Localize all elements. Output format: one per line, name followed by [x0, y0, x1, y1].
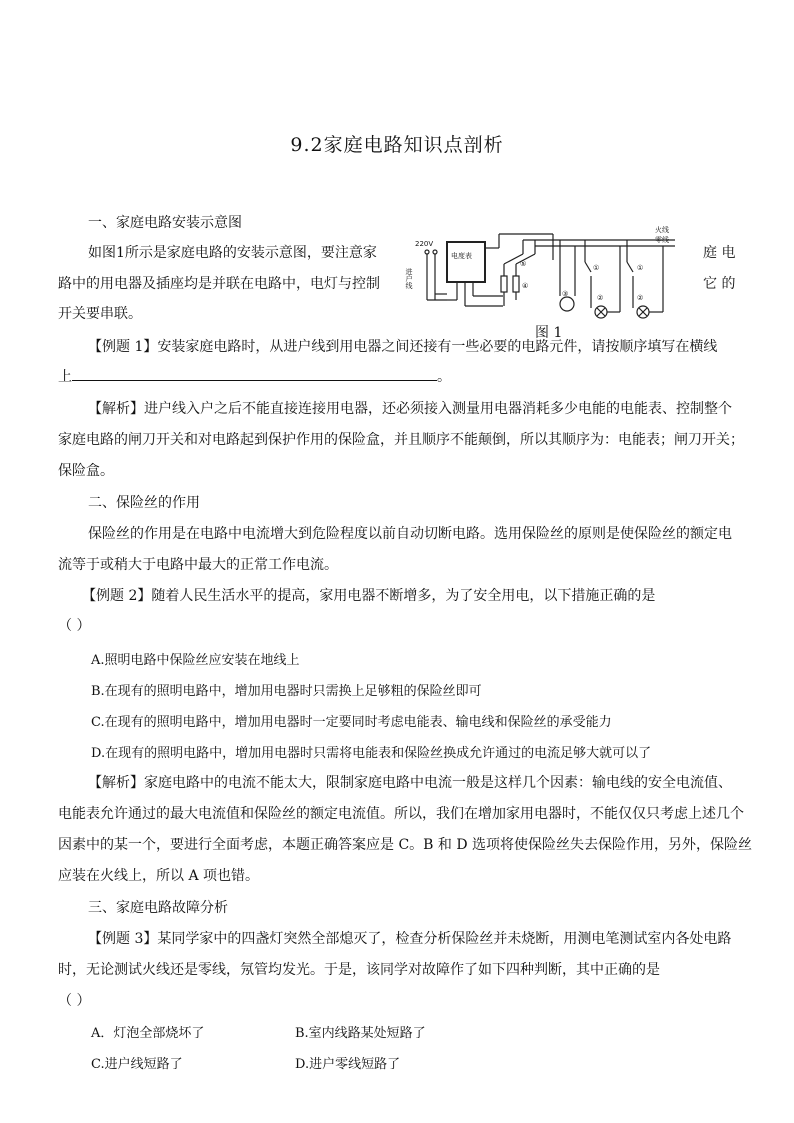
label-220v: 220V: [415, 240, 434, 248]
figure-caption: 图 1: [535, 325, 563, 341]
section-heading-2: 二、保险丝的作用: [88, 495, 200, 511]
blank-prefix: 上: [58, 369, 72, 385]
option-b: B.室内线路某处短路了: [295, 1026, 426, 1041]
example-3-bracket: （ ）: [58, 993, 91, 1009]
option-d: D.进户零线短路了: [295, 1057, 401, 1072]
paragraph-line: 开关要串联。: [58, 306, 142, 322]
option-b: B.在现有的照明电路中，增加用电器时只需换上足够粗的保险丝即可: [91, 684, 482, 699]
label-5: ⑤: [520, 260, 527, 268]
example-1: 【例题 1】安装家庭电路时，从进户线到用电器之间还接有一些必要的电路元件，请按顺序填写在横线: [88, 339, 718, 355]
label-2b: ②: [637, 294, 644, 302]
analysis-2-line: 应装在火线上，所以 A 项也错。: [58, 868, 260, 884]
analysis-2: 【解析】家庭电路中的电流不能太大，限制家庭电路中电流一般是这样几个因素：输电线的安全电流值、: [88, 775, 732, 791]
example-3-line: 时，无论测试火线还是零线，氖管均发光。于是，该同学对故障作了如下四种判断，其中正确的是: [58, 962, 660, 978]
label-2a: ②: [597, 294, 604, 302]
paragraph-line-end: 它 的: [703, 276, 736, 292]
example-2: 【例题 2】随着人民生活水平的提高，家用电器不断增多，为了安全用电，以下措施正确的是: [82, 588, 656, 604]
option-a: A．灯泡全部烧坏了: [91, 1026, 205, 1041]
analysis-1: 【解析】进户线入户之后不能直接连接用电器，还必须接入测量用电器消耗多少电能的电能表、控制整个: [88, 401, 732, 417]
label-incoming-line: 进户线: [405, 268, 413, 289]
label-neutral: 零线: [655, 236, 669, 244]
option-a: A.照明电路中保险丝应安装在地线上: [91, 653, 300, 668]
paragraph-line-end: 庭 电: [703, 245, 736, 261]
blank-suffix: 。: [437, 369, 451, 385]
label-4: ④: [522, 282, 529, 290]
label-live: 火线: [655, 226, 669, 234]
analysis-1-line: 家庭电路的闸刀开关和对电路起到保护作用的保险盒，并且顺序不能颠倒，所以其顺序为：电能表；闸刀开关；: [58, 432, 744, 448]
answer-blank-line: [58, 366, 451, 386]
label-3: ③: [562, 290, 569, 298]
fill-blank[interactable]: [72, 366, 437, 381]
label-1: ①: [593, 264, 600, 272]
analysis-2-line: 电能表允许通过的最大电流值和保险丝的额定电流值。所以，我们在增加家用电器时，不能仅仅只考虑上述几个: [58, 806, 744, 822]
section-heading-1: 一、家庭电路安装示意图: [88, 215, 242, 231]
paragraph-line: 路中的用电器及插座均是并联在电路中，电灯与控制: [58, 276, 380, 292]
example-2-bracket: （ ）: [58, 618, 91, 634]
label-meter: 电度表: [451, 252, 472, 260]
option-d: D.在现有的照明电路中，增加用电器时只需将电能表和保险丝换成允许通过的电流足够大就可以了: [91, 746, 652, 761]
paragraph-line: 流等于或稍大于电路中最大的正常工作电流。: [58, 557, 338, 573]
section-heading-3: 三、家庭电路故障分析: [88, 900, 228, 916]
page-title: 9.2家庭电路知识点剖析: [290, 134, 504, 156]
example-3: 【例题 3】某同学家中的四盏灯突然全部熄灭了，检查分析保险丝并未烧断，用测电笔测试室内各处电路: [88, 931, 732, 947]
option-c: C.在现有的照明电路中，增加用电器时一定要同时考虑电能表、输电线和保险丝的承受能力: [91, 715, 612, 730]
option-c: C.进户线短路了: [91, 1057, 183, 1072]
label-1b: ①: [637, 264, 644, 272]
paragraph-line: 保险丝的作用是在电路中电流增大到危险程度以前自动切断电路。选用保险丝的原则是使保险丝的额定电: [88, 526, 732, 542]
paragraph-line: 如图1所示是家庭电路的安装示意图，要注意家: [88, 245, 377, 261]
analysis-1-line: 保险盒。: [58, 463, 114, 479]
analysis-2-line: 因素中的某一个，要进行全面考虑，本题正确答案应是 C。B 和 D 选项将使保险丝失去保险作用，另外，保险丝: [58, 837, 753, 853]
